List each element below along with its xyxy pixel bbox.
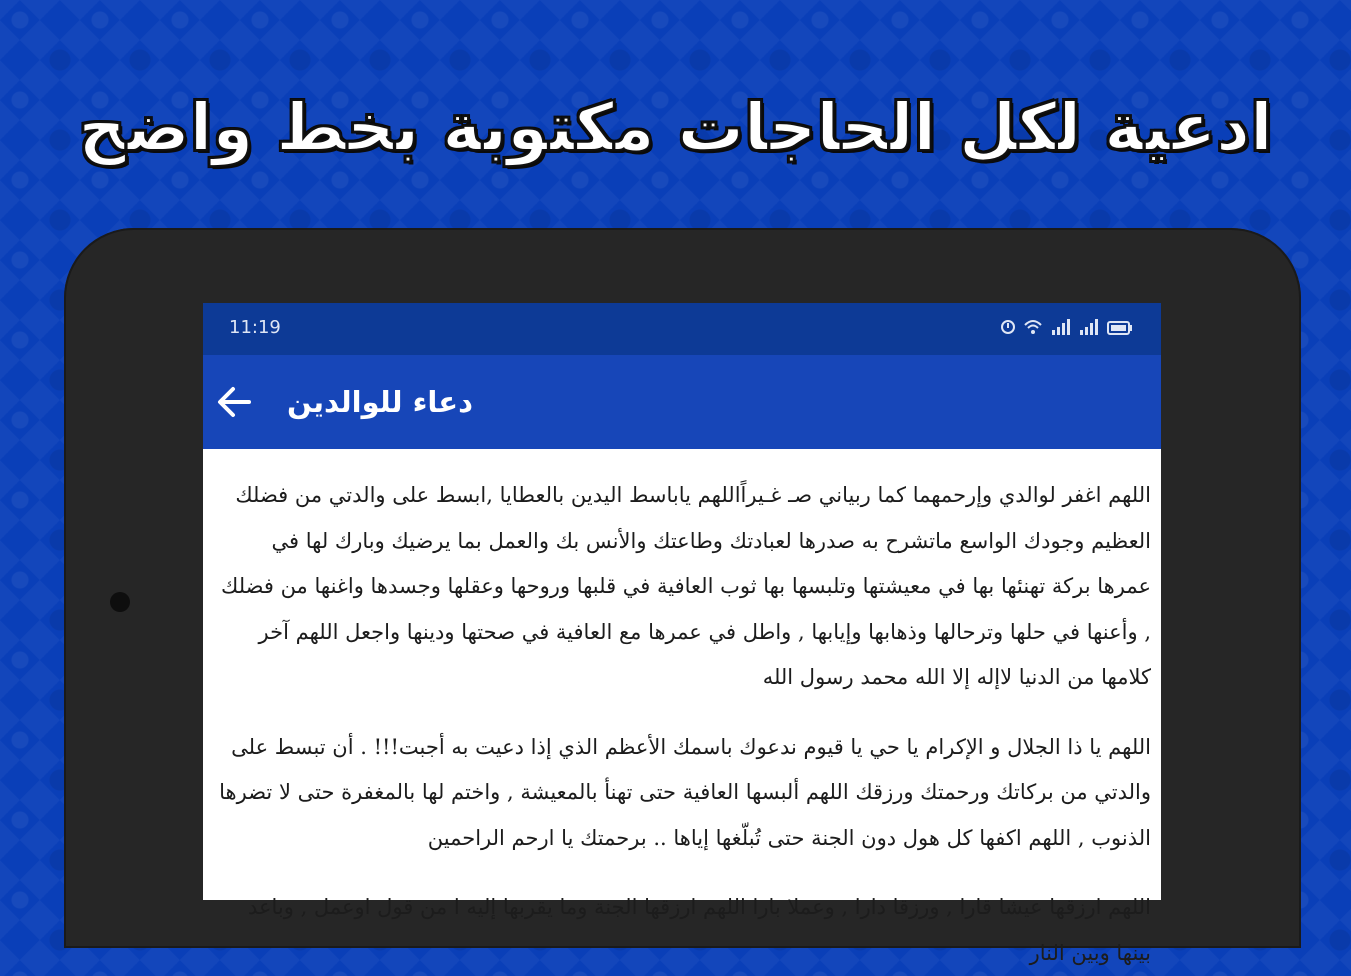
status-bar [203, 303, 1161, 355]
dua-content[interactable] [213, 449, 1151, 965]
promo-heading: ادعية لكل الحاجات مكتوبة بخط واضح [78, 89, 1273, 166]
front-camera [110, 592, 130, 612]
status-time: 11:19 [229, 317, 281, 338]
app-screen [203, 303, 1161, 965]
signal-icon [1051, 319, 1071, 339]
dua-paragraph: اللهم اغفر لوالدي وإرحمهما كما ربياني صـ غـيراًاللهم ياباسط اليدين بالعطايا ,ابسط على والدتي من فضلك العظيم وجودك الواسع ماتشرح به صدرها لعبادتك وطاعتك والأنس بك والعمل بما يرضيك وبارك لها في عمرها بركة تهنئها بها في معيشتها وتلبسها بها ثوب العافية في قلبها وروحها وعقلها وجسدها واغنها من فضلك , وأعنها في حلها وترحالها وذهابها وإيابها , واطل في عمرها مع العافية في صحتها ودينها واجعل اللهم آخر كلامها من الدنيا لاإله إلا الله محمد رسول الله [221, 483, 1151, 689]
dua-paragraph: اللهم ارزقها عيشا قارا , ورزقا دارا , وعملا بارا اللهم ارزقها الجنة وما يقربها إليه ا من قول اوعمل , وباعد بينها وبين النار [247, 895, 1151, 965]
battery-icon [1107, 320, 1133, 339]
dua-paragraph: اللهم يا ذا الجلال و الإكرام يا حي يا قيوم ندعوك باسمك الأعظم الذي إذا دعيت به أجبت!!! . أن تبسط على والدتي من بركاتك ورحمتك ورزقك اللهم ألبسها العافية حتى تهنأ بالمعيشة , واختم لها بالمغفرة حتى لا تضرها الذنوب , اللهم اكفها كل هول دون الجنة حتى تُبلّغها إياها .. برحمتك يا ارحم الراحمين [219, 734, 1151, 850]
alarm-icon [1001, 319, 1015, 339]
arrow-back-icon [209, 412, 259, 431]
status-icons [1001, 319, 1133, 339]
page-title: دعاء للوالدين [287, 385, 473, 419]
back-button[interactable] [209, 377, 259, 427]
app-bar [203, 355, 1161, 449]
wifi-icon [1023, 319, 1043, 339]
signal-icon [1079, 319, 1099, 339]
